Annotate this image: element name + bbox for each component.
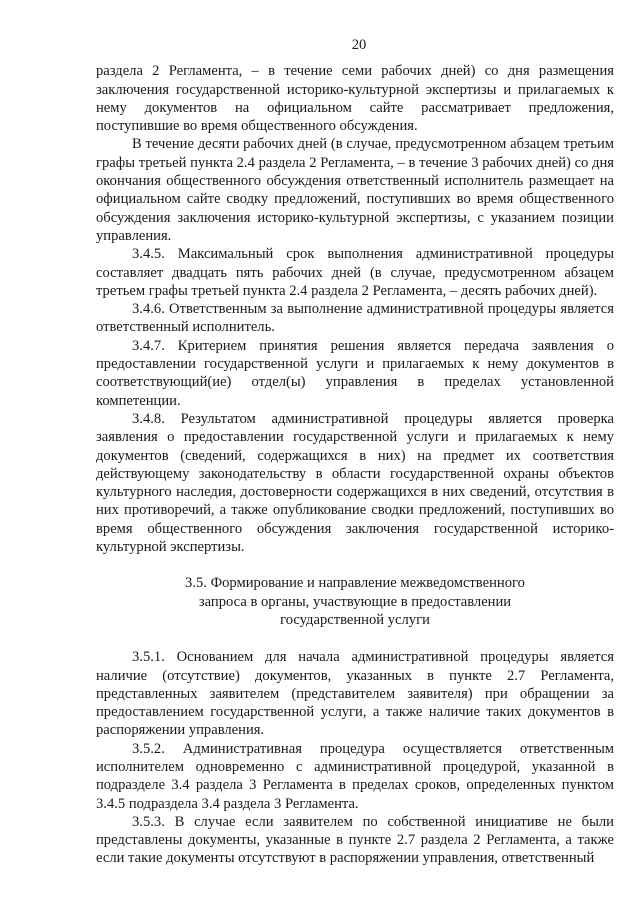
paragraph-3-4-5: 3.4.5. Максимальный срок выполнения административной процедуры составляет двадцать пять рабочих дней (в случае, предусмотренном абзацем третьем графы третьей пункта 2.4 раздела 2 Регламента, – десять рабочих дней). — [96, 246, 614, 299]
paragraph-3-4-8: 3.4.8. Результатом административной процедуры является проверка заявления о предоставлении государственной услуги и прилагаемых к нему документов (сведений, содержащихся в них) на предмет их соответствия действующему законодательству в области государственной охраны объектов культурного наследия, достоверности содержащихся в них сведений, отсутствия в них противоречий, а также опубликование сводки предложений, поступивших во время общественного обсуждения заключения государственной историко-культурной экспертизы. — [96, 410, 614, 556]
paragraph-3-5-2: 3.5.2. Административная процедура осуществляется ответственным исполнителем одновременно с административной процедурой, указанной в подразделе 3.4 раздела 3 Регламента в пределах сроков, определенных пунктом 3.4.5 подраздела 3.4 раздела 3 Регламента. — [96, 740, 614, 812]
body-before-heading — [96, 62, 614, 556]
paragraph-3-5-1: 3.5.1. Основанием для начала административной процедуры является наличие (отсутствие) документов, указанных в пункте 2.7 Регламента, представленных заявителем (представителем заявителя) при обращении за предоставлением государственной услуги, а также наличие таких документов в распоряжении управления. — [96, 649, 614, 739]
paragraph-continuation: раздела 2 Регламента, – в течение семи рабочих дней) со дня размещения заключения государственной историко-культурной экспертизы и прилагаемых к нему документов на официальном сайте рассматривает предложения, поступившие во время общественного обсуждения. — [96, 63, 614, 135]
paragraph-ten-days: В течение десяти рабочих дней (в случае, предусмотренном абзацем третьим графы третьей пункта 2.4 раздела 2 Регламента, – в течение 3 рабочих дней) со дня окончания общественного обсуждения ответственный исполнитель размещает на официальном сайте сводку предложений, поступивших во время общественного обсуждения заключения историко-культурной экспертизы, с указанием позиции управления. — [96, 136, 614, 244]
section-heading-line: 3.5. Формирование и направление межведомственного — [185, 575, 525, 592]
paragraph-3-4-7: 3.4.7. Критерием принятия решения является передача заявления о предоставлении государственной услуги и прилагаемых к нему документов в соответствующий(ие) отдел(ы) управления в пределах установленной компетенции. — [96, 337, 614, 409]
section-heading-line: запроса в органы, участвующие в предоставлении — [198, 593, 512, 610]
paragraph-3-5-3: 3.5.3. В случае если заявителем по собственной инициативе не были представлены документы, указанные в пункте 2.7 раздела 2 Регламента, а также если такие документы отсутствуют в распоряжении управления, ответственный — [96, 813, 614, 867]
page-number: 20 — [351, 37, 367, 53]
section-heading — [96, 574, 614, 629]
paragraph-3-4-6: 3.4.6. Ответственным за выполнение административной процедуры является ответственный исполнитель. — [96, 301, 614, 336]
section-heading-line: государственной услуги — [280, 611, 430, 628]
body-after-heading — [96, 648, 614, 868]
